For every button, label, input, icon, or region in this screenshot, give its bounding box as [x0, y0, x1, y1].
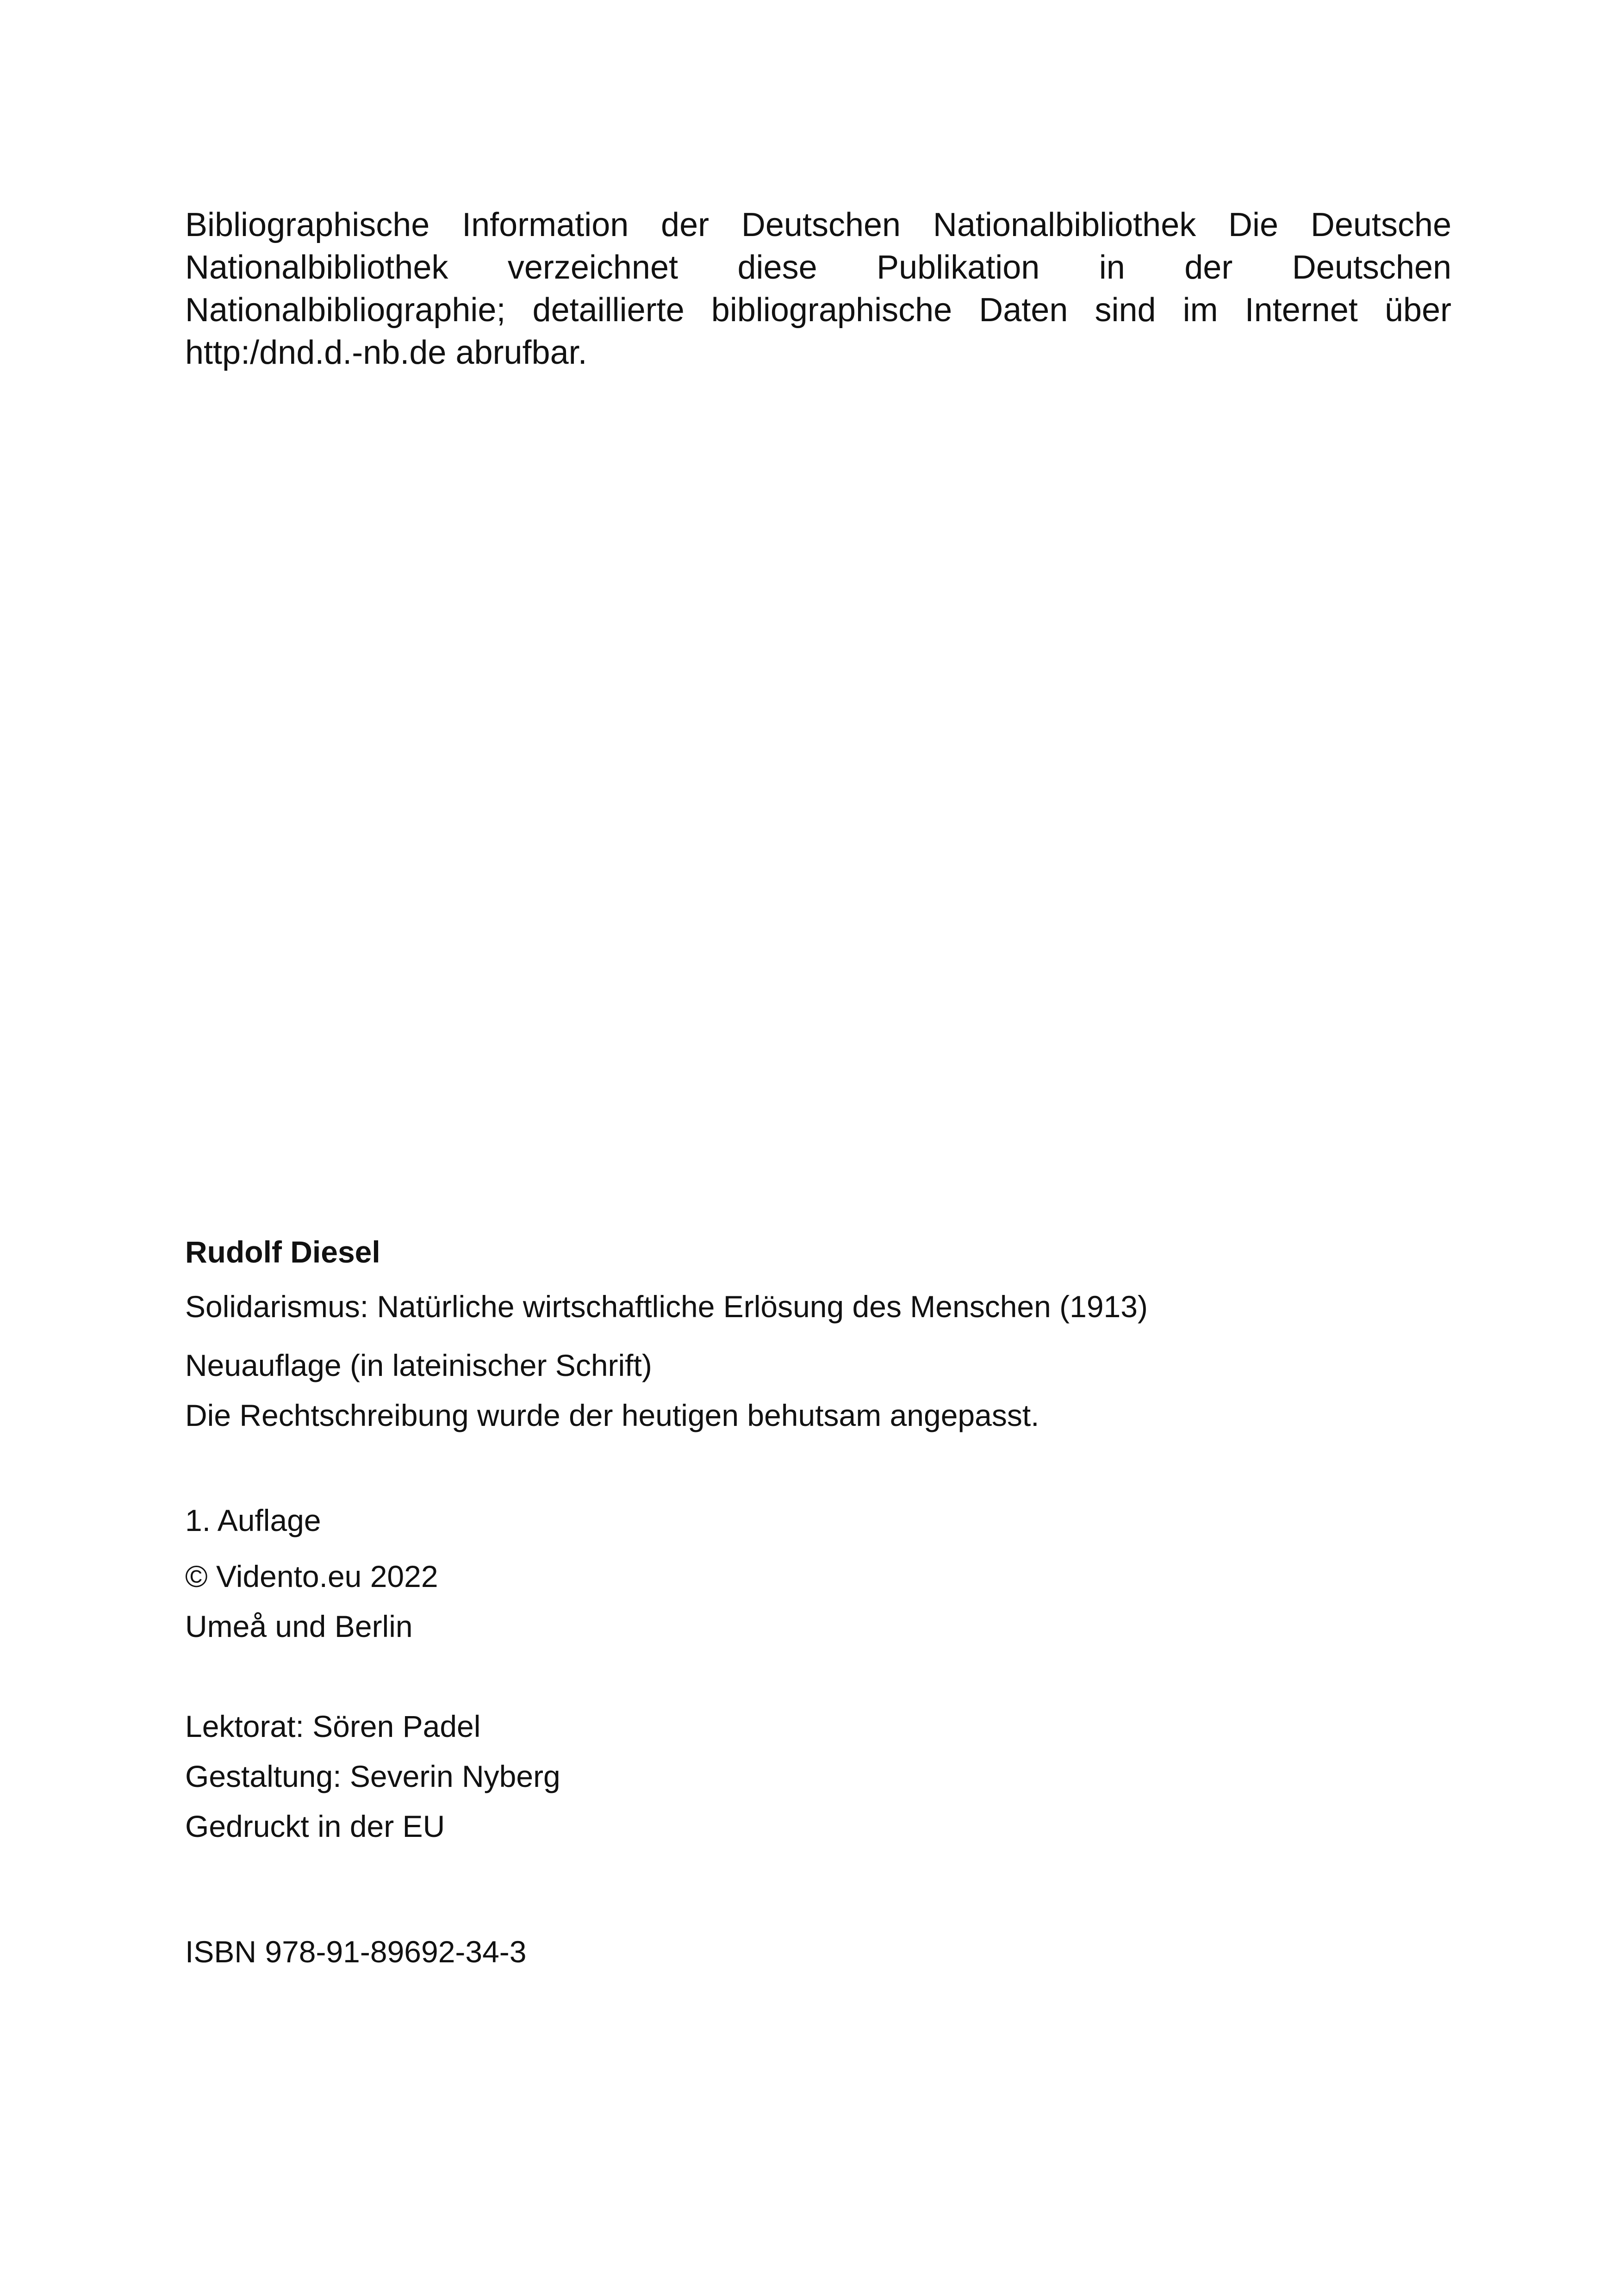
copyright-line: © Vidento.eu 2022: [185, 1559, 438, 1593]
edition-number: 1. Auflage: [185, 1503, 321, 1537]
isbn: ISBN 978-91-89692-34-3: [185, 1935, 527, 1969]
biblio-line: Bibliographische Information der Deutschen Nationalbibliothek Die Deutsche: [185, 206, 1451, 243]
copyright-notice: [185, 1551, 1481, 1651]
printing-note: Gedruckt in der EU: [185, 1809, 445, 1843]
imprint-block: [185, 1231, 1481, 1972]
biblio-line: Nationalbibliographie; detaillierte bibliographische Daten sind im Internet über: [185, 292, 1451, 329]
credits: [185, 1701, 1481, 1851]
biblio-line: http:/dnd.d.-nb.de abrufbar.: [185, 334, 587, 371]
edition-notes: [185, 1340, 1481, 1440]
book-title: Solidarismus: Natürliche wirtschaftliche Erlösung des Menschen (1913): [185, 1289, 1148, 1324]
author-name: Rudolf Diesel: [185, 1235, 380, 1269]
publisher-location: Umeå und Berlin: [185, 1609, 413, 1643]
edition-note: Neuauflage (in lateinischer Schrift): [185, 1348, 652, 1382]
biblio-line: Nationalbibliothek verzeichnet diese Publikation in der Deutschen: [185, 249, 1451, 286]
spelling-note: Die Rechtschreibung wurde der heutigen behutsam angepasst.: [185, 1398, 1039, 1432]
design-credit: Gestaltung: Severin Nyberg: [185, 1759, 560, 1793]
editor-credit: Lektorat: Sören Padel: [185, 1709, 481, 1743]
bibliographic-information: [185, 204, 1451, 374]
